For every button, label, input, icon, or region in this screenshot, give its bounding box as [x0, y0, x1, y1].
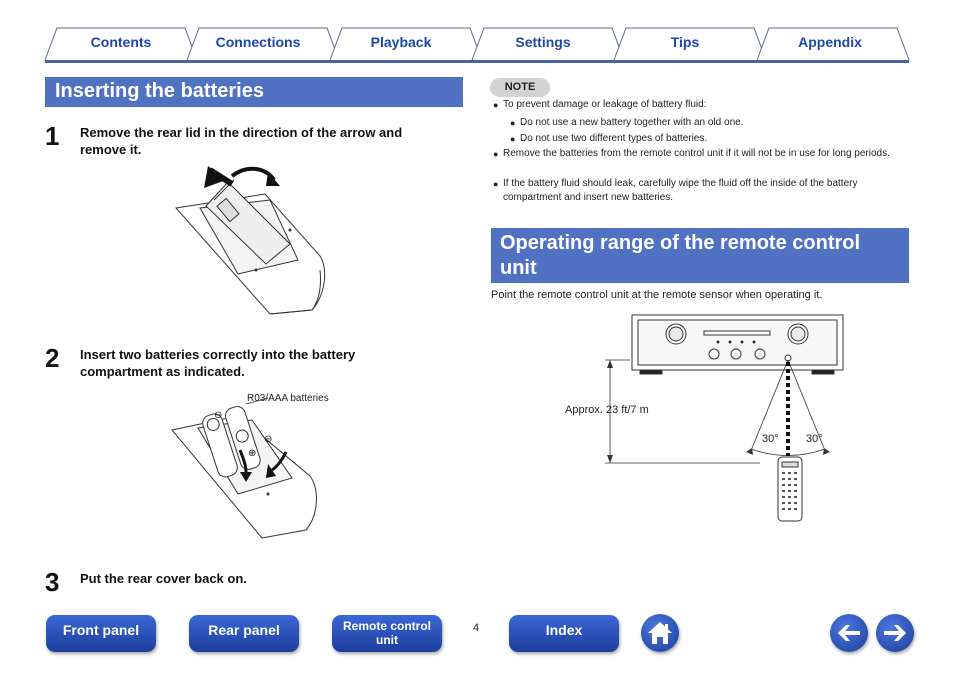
arrow-right-icon	[876, 614, 914, 652]
rear-panel-label: Rear panel	[208, 622, 280, 638]
front-panel-button[interactable]	[46, 615, 156, 652]
note-bullet-3: ●	[493, 179, 499, 189]
distance-label: Approx. 23 ft/7 m	[565, 404, 649, 416]
page-number: 4	[473, 622, 480, 634]
angle-right-label: 30°	[806, 433, 823, 445]
tab-contents[interactable]: Contents	[90, 34, 152, 50]
forward-button[interactable]	[876, 614, 914, 652]
note-item-1a: Do not use a new battery together with an old one.	[520, 117, 744, 128]
note-bullet-1: ●	[493, 100, 499, 110]
section-title-operating-range: Operating range of the remote control unit	[491, 228, 909, 283]
tab-appendix[interactable]: Appendix	[798, 34, 862, 50]
svg-text:⊖: ⊖	[214, 410, 223, 421]
note-item-1: To prevent damage or leakage of battery fluid:	[503, 99, 707, 110]
step-1-text: Remove the rear lid in the direction of the arrow and remove it.	[80, 125, 403, 157]
note-item-3: If the battery fluid should leak, carefully wipe the fluid off the inside of the battery compartment and insert new batteries.	[503, 178, 858, 203]
step-3-number: 3	[45, 567, 60, 597]
tab-playback[interactable]: Playback	[370, 34, 432, 50]
note-bullet-1b: ●	[510, 134, 516, 144]
remote-control-unit-button[interactable]	[332, 615, 442, 652]
back-button[interactable]	[830, 614, 868, 652]
index-button[interactable]	[509, 615, 619, 652]
home-icon	[641, 614, 679, 652]
remote-control-label-line1: Remote control	[342, 619, 431, 633]
remote-lid-removal-illustration	[170, 160, 335, 320]
tab-bar-outline	[0, 0, 954, 64]
svg-text:⊖: ⊖	[264, 434, 273, 445]
rear-panel-button[interactable]	[189, 615, 299, 652]
tab-connections[interactable]: Connections	[215, 34, 301, 50]
angle-left-label: 30°	[762, 433, 779, 445]
step-1-number: 1	[45, 121, 60, 151]
index-label: Index	[545, 622, 583, 638]
note-bullet-1a: ●	[510, 118, 516, 128]
tab-tips[interactable]: Tips	[670, 34, 700, 50]
battery-insertion-illustration	[168, 394, 324, 544]
note-item-2: Remove the batteries from the remote control unit if it will not be in use for long periods.	[503, 148, 890, 159]
operating-range-description: Point the remote control unit at the remote sensor when operating it.	[491, 289, 823, 301]
front-panel-label: Front panel	[62, 622, 140, 638]
note-badge: NOTE	[490, 78, 550, 97]
home-button[interactable]	[641, 614, 679, 652]
remote-control-label-line2: unit	[376, 633, 398, 647]
tab-settings[interactable]: Settings	[515, 34, 571, 50]
step-3-text: Put the rear cover back on.	[80, 571, 247, 586]
operating-range-diagram	[600, 310, 850, 528]
section-title-inserting-batteries: Inserting the batteries	[45, 77, 463, 107]
svg-text:⊕: ⊕	[248, 448, 257, 459]
step-2-text: Insert two batteries correctly into the battery compartment as indicated.	[80, 347, 356, 379]
step-2-number: 2	[45, 343, 60, 373]
note-item-1b: Do not use two different types of batteries.	[520, 133, 708, 144]
battery-type-callout: R03/AAA batteries	[247, 393, 329, 404]
note-bullet-2: ●	[493, 149, 499, 159]
arrow-left-icon	[830, 614, 868, 652]
top-tab-bar	[0, 0, 954, 64]
